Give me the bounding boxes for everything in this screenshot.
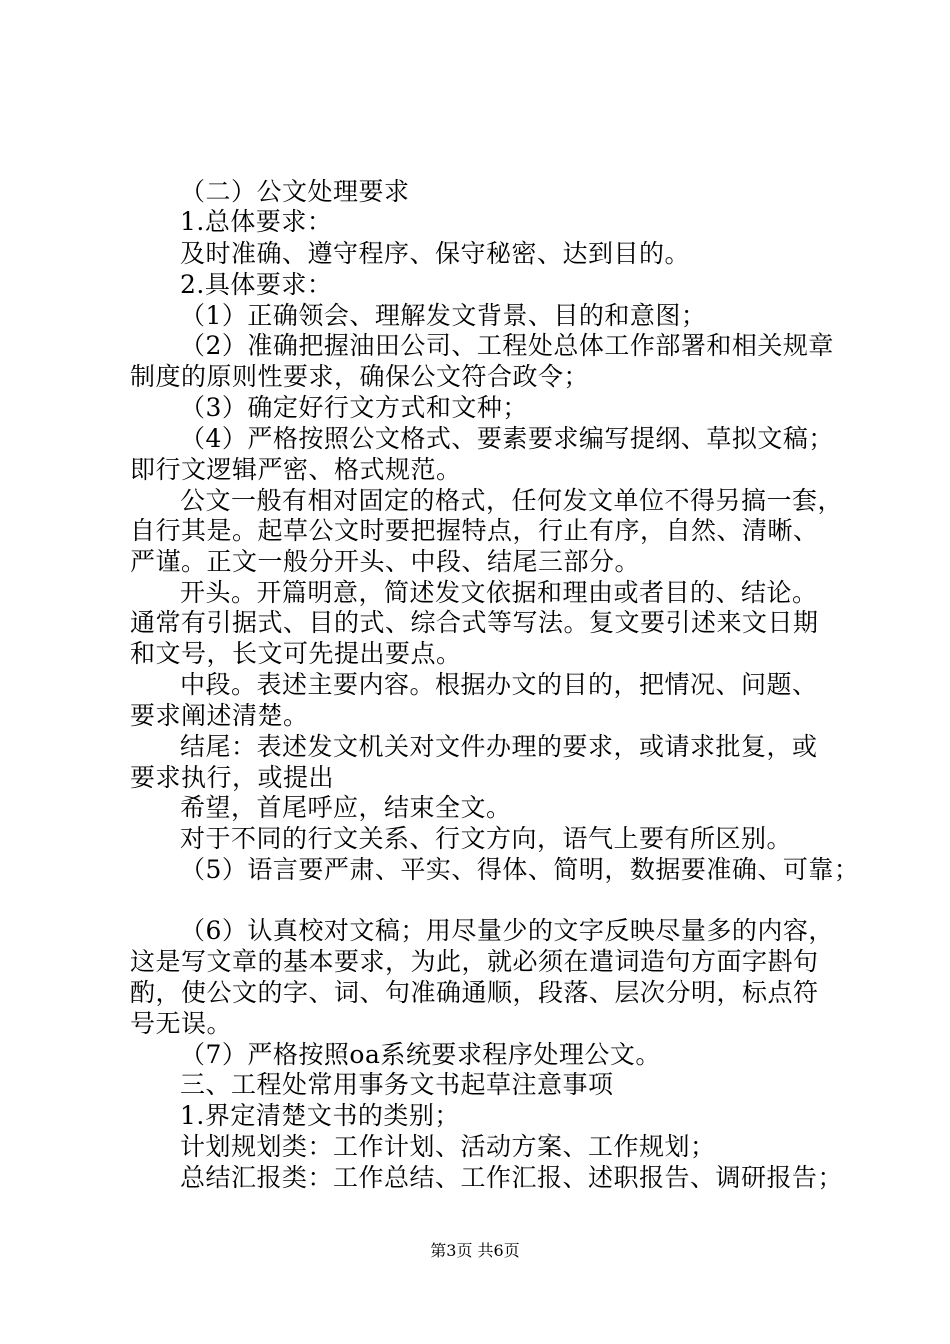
text-line: 及时准确、遵守程序、保守秘密、达到目的。	[180, 239, 691, 268]
text-line: 三、工程处常用事务文书起草注意事项	[180, 1070, 614, 1099]
text-line: （2）准确把握油田公司、工程处总体工作部署和相关规章	[180, 331, 834, 360]
text-line: 结尾：表述发文机关对文件办理的要求，或请求批复，或	[180, 732, 818, 761]
text-line: 总结汇报类：工作总结、工作汇报、述职报告、调研报告；	[180, 1163, 844, 1192]
text-line: 1.总体要求：	[180, 207, 333, 236]
text-line: 号无误。	[130, 1009, 233, 1038]
page-number-footer: 第3页 共6页	[430, 1241, 520, 1260]
text-line: 要求执行，或提出	[130, 763, 335, 792]
text-line: （二）公文处理要求	[180, 177, 410, 206]
text-line: （7）严格按照oa系统要求程序处理公文。	[180, 1040, 661, 1069]
text-line: 通常有引据式、目的式、综合式等写法。复文要引述来文日期	[130, 608, 819, 637]
text-line: 这是写文章的基本要求，为此，就必须在遣词造句方面字斟句	[130, 947, 819, 976]
text-line: 制度的原则性要求，确保公文符合政令；	[130, 362, 590, 391]
text-line: （4）严格按照公文格式、要素要求编写提纲、草拟文稿；	[180, 424, 834, 453]
text-line: 2.具体要求：	[180, 270, 333, 299]
text-line: 自行其是。起草公文时要把握特点，行止有序，自然、清晰、	[130, 516, 819, 545]
text-line: 要求阐述清楚。	[130, 701, 309, 730]
text-line: （6）认真校对文稿；用尽量少的文字反映尽量多的内容，	[180, 916, 834, 945]
text-line: 酌，使公文的字、词、句准确通顺，段落、层次分明，标点符	[130, 978, 819, 1007]
text-line: 开头。开篇明意，简述发文依据和理由或者目的、结论。	[180, 578, 818, 607]
text-line: 严谨。正文一般分开头、中段、结尾三部分。	[130, 547, 641, 576]
text-line: 和文号，长文可先提出要点。	[130, 639, 462, 668]
text-line: （1）正确领会、理解发文背景、目的和意图；	[180, 301, 707, 330]
text-line: （5）语言要严肃、平实、得体、简明，数据要准确、可靠；	[180, 855, 860, 884]
text-line: 公文一般有相对固定的格式，任何发文单位不得另搞一套，	[180, 486, 844, 515]
text-line: 1.界定清楚文书的类别；	[180, 1101, 460, 1130]
text-line: 中段。表述主要内容。根据办文的目的，把情况、问题、	[180, 670, 818, 699]
text-line: 即行文逻辑严密、格式规范。	[130, 455, 462, 484]
text-line: 计划规划类：工作计划、活动方案、工作规划；	[180, 1132, 716, 1161]
text-line: 希望，首尾呼应，结束全文。	[180, 793, 512, 822]
text-line: 对于不同的行文关系、行文方向，语气上要有所区别。	[180, 824, 793, 853]
text-line: （3）确定好行文方式和文种；	[180, 393, 528, 422]
